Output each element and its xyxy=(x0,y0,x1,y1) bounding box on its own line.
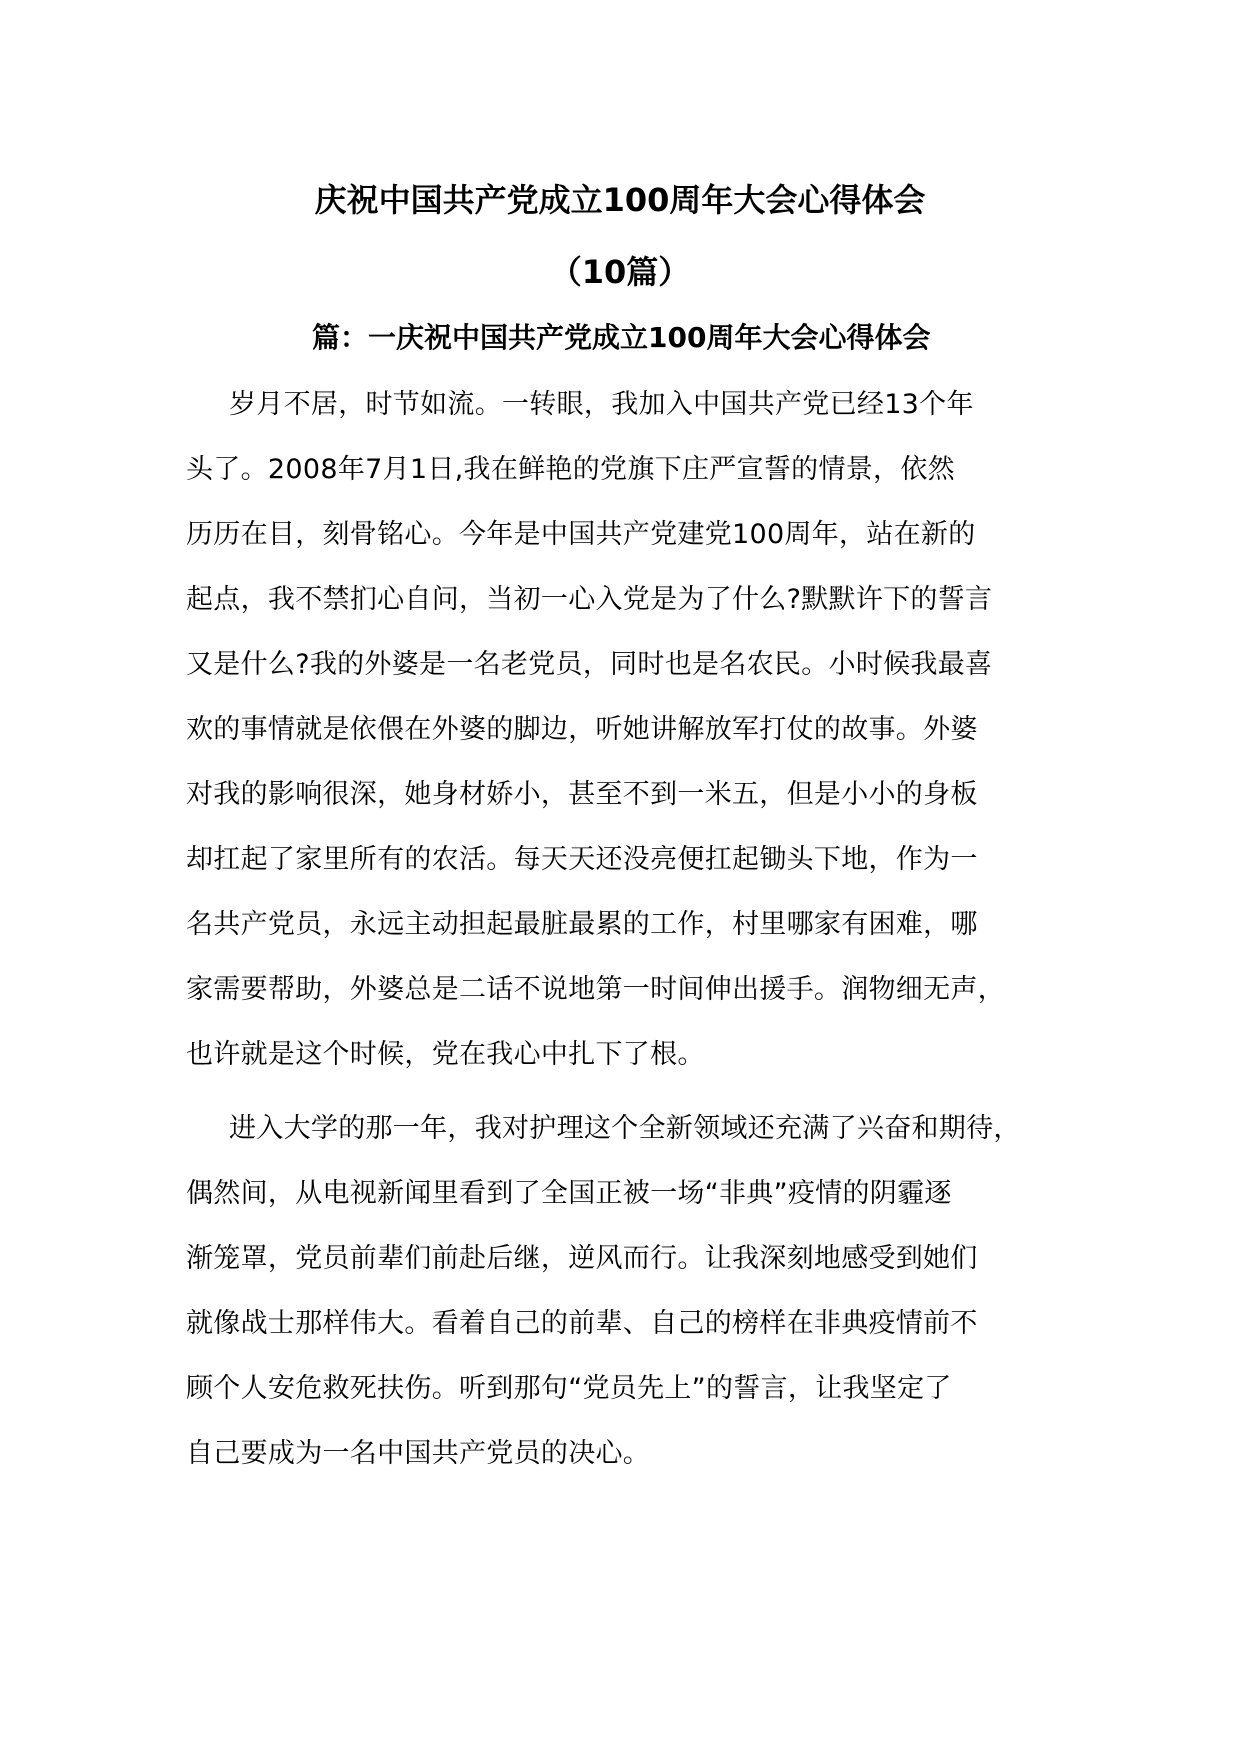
paragraph-line: 也许就是这个时候，党在我心中扎下了根。 xyxy=(186,1039,705,1070)
paragraph-line: 顾个人安危救死扶伤。听到那句“党员先上”的誓言，让我坚定了 xyxy=(186,1373,952,1404)
document-subtitle: （10篇） xyxy=(549,253,691,291)
paragraph-line: 欢的事情就是依偎在外婆的脚边，听她讲解放军打仗的故事。外婆 xyxy=(186,714,978,745)
paragraph-line: 家需要帮助，外婆总是二话不说地第一时间伸出援手。润物细无声， xyxy=(186,974,1005,1005)
paragraph-line: 就像战士那样伟大。看着自己的前辈、自己的榜样在非典疫情前不 xyxy=(186,1308,978,1339)
paragraph-line: 却扛起了家里所有的农活。每天天还没亮便扛起锄头下地，作为一 xyxy=(186,844,978,875)
paragraph-line: 对我的影响很深，她身材娇小，甚至不到一米五，但是小小的身板 xyxy=(186,779,978,810)
paragraph-2 xyxy=(186,1096,1086,1486)
paragraph-line: 历历在目，刻骨铭心。今年是中国共产党建党100周年，站在新的 xyxy=(186,519,976,550)
paragraph-1 xyxy=(186,372,1086,1087)
document-title: 庆祝中国共产党成立100周年大会心得体会 xyxy=(314,181,926,219)
paragraph-line: 头了。2008年7月1日,我在鲜艳的党旗下庄严宣誓的情景，依然 xyxy=(186,454,955,485)
paragraph-line: 名共产党员，永远主动担起最脏最累的工作，村里哪家有困难，哪 xyxy=(186,909,978,940)
paragraph-line: 偶然间，从电视新闻里看到了全国正被一场“非典”疫情的阴霾逐 xyxy=(186,1178,952,1209)
paragraph-line: 起点，我不禁扪心自问，当初一心入党是为了什么?默默许下的誓言 xyxy=(186,584,993,615)
paragraph-line: 岁月不居，时节如流。一转眼，我加入中国共产党已经13个年 xyxy=(229,389,974,420)
paragraph-line: 又是什么?我的外婆是一名老党员，同时也是名农民。小时候我最喜 xyxy=(186,649,993,680)
paragraph-line: 自己要成为一名中国共产党员的决心。 xyxy=(186,1438,651,1469)
paragraph-line: 渐笼罩，党员前辈们前赴后继，逆风而行。让我深刻地感受到她们 xyxy=(186,1243,978,1274)
section-heading: 篇：一庆祝中国共产党成立100周年大会心得体会 xyxy=(312,321,931,354)
paragraph-line: 进入大学的那一年，我对护理这个全新领域还充满了兴奋和期待， xyxy=(229,1113,1021,1144)
